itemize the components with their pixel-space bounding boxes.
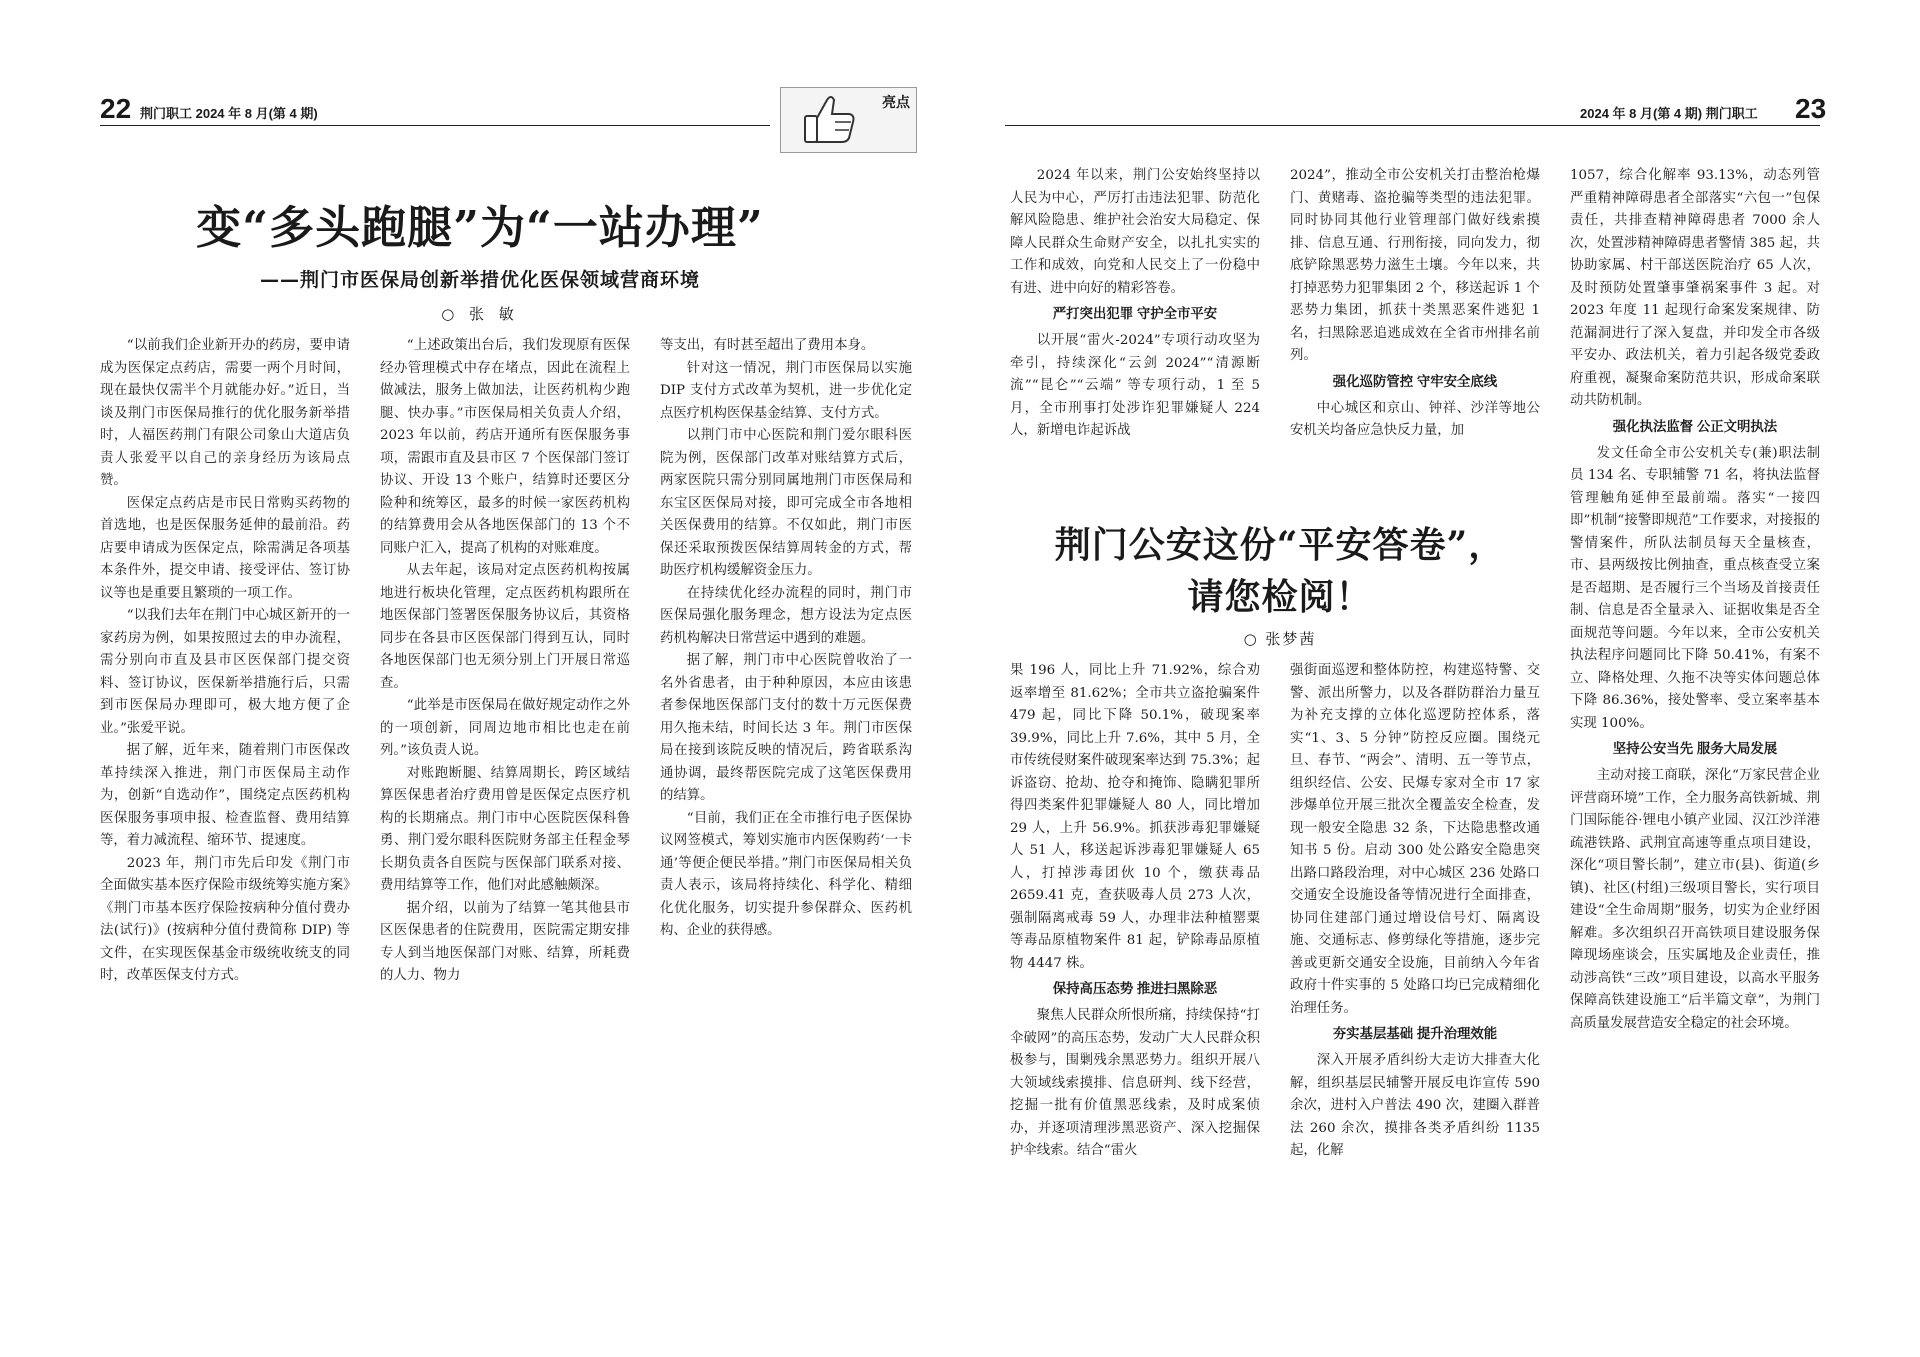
article-column-2 [380,335,630,1260]
article-column-1 [1010,660,1260,1260]
paragraph: “上述政策出台后，我们发现原有医保经办管理模式中存在堵点，因此在流程上做减法，服务上做加法，让医药机构少跑腿、快办事。”市医保局相关负责人介绍，2023 年以前，药店开通所有医保服务事项，需跟市直及县市区 7 个医保部门签订协议、开设 13 个账户，结算时还要区分险种和统筹区，最多的时候一家医药机构的结算费用会从各地医保部门的 13 个不同账户汇入，提高了机构的对账难度。 [380,338,630,556]
paragraph: 果 196 人，同比上升 71.92%，综合劝返率增至 81.62%；全市共立盗抢骗案件 479 起，同比下降 50.1%，破现案率 39.9%，同比上升 7.6%，其中 5 月，全市传统侵财案件破现案率达到 75.3%；起诉盗窃、抢劫、抢夺和掩饰、隐瞒犯罪所得四类案件犯罪嫌疑人 80 人，同比增加 29 人，上升 56.9%。抓获涉毒犯罪嫌疑人 51 人，移送起诉涉毒犯罪嫌疑人 65 人，打掉涉毒团伙 10 个，缴获毒品 2659.41 克，查获吸毒人员 273 人次，强制隔离戒毒 59 人，办理非法种植罂粟等毒品原植物案件 81 起，铲除毒品原植物 4447 株。 [1010,663,1260,971]
article-column-2 [1290,660,1540,1260]
thumbs-up-icon [787,90,867,150]
paragraph: 以荆门市中心医院和荆门爱尔眼科医院为例，医保部门改革对账结算方式后，两家医院只需分别同属地荆门市医保局和东宝区医保局对接，即可完成全市各地相关医保费用的结算。不仅如此，荆门市医保还采取预拨医保结算周转金的方式，帮助医疗机构缓解资金压力。 [660,428,912,578]
byline: ○ 张梦茜 [1243,630,1317,648]
article-title: 变“多头跑腿”为“一站办理” [196,201,764,254]
paragraph: 聚焦人民群众所恨所痛，持续保持“打伞破网”的高压态势，发动广大人民群众积极参与，围剿残余黑恶势力。组织开展八大领域线索摸排、信息研判、线下经营，挖掘一批有价值黑恶线索，及时成案侦办，并逐项清理涉黑恶资产、深入挖掘保护伞线索。结合“雷火 [1010,1008,1260,1158]
paragraph: 据介绍，以前为了结算一笔其他县市区医保患者的住院费用，医院需定期安排专人到当地医保部门对账、结算，所耗费的人力、物力 [380,900,630,983]
paragraph: 医保定点药店是市民日常购买药物的首选地，也是医保服务延伸的最前沿。药店要申请成为医保定点，除需满足各项基本条件外，提交申请、接受评估、签订协议等也是重要且繁琐的一项工作。 [100,495,350,601]
section-subhead: 强化执法监督 公正文明执法 [1612,418,1778,434]
paragraph: 深入开展矛盾纠纷大走访大排查大化解，组织基层民辅警开展反电诈宣传 590 余次，进村入户普法 490 次，建圈入群普法 260 余次，摸排各类矛盾纠纷 1135 起，化解 [1290,1053,1540,1158]
section-subhead: 坚持公安当先 服务大局发展 [1612,741,1778,756]
article-column-top-1 [1010,165,1260,510]
section-label: 亮点 [882,94,910,110]
paragraph: 强街面巡逻和整体防控，构建巡特警、交警、派出所警力，以及各群防群治力量互为补充支撑的立体化巡逻防控体系，落实“1、3、5 分钟”防控反应圈。围绕元旦、春节、“两会”、清明、五一等节点，组织经信、公安、民爆专家对全市 17 家涉爆单位开展三批次全覆盖安全检查，发现一般安全隐患 32 条，下达隐患整改通知书 5 份。启动 300 处公路安全隐患突出路口路段治理，对中心城区 236 处路口交通安全设施设备等情况进行全面排查，协同住建部门通过增设信号灯、隔离设施、交通标志、修剪绿化等措施，逐步完善或更新交通安全设施，目前纳入今年省政府十件实事的 5 处路口均已完成精细化治理任务。 [1290,663,1540,1016]
paragraph: 2024 年以来，荆门公安始终坚持以人民为中心，严厉打击违法犯罪、防范化解风险隐患、维护社会治安大局稳定、保障人民群众生命财产安全，以扎扎实实的工作和成效，向党和人民交上了一份稳中有进、进中向好的精彩答卷。 [1010,168,1260,296]
article-title-line-1: 荆门公安这份“平安答卷”， [1054,524,1506,566]
paragraph: 据了解，近年来，随着荆门市医保改革持续深入推进，荆门市医保局主动作为，创新“自选动作”，围绕定点医药机构医保服务事项申报、检查监督、费用结算等，着力减流程、缩环节、提速度。 [100,743,350,848]
article-column-top-2 [1290,165,1540,510]
article-subtitle: ——荆门市医保局创新举措优化医保领域营商环境 [259,269,700,291]
paragraph: 从去年起，该局对定点医药机构按属地进行板块化管理，定点医药机构跟所在地医保部门签署医保服务协议后，其资格同步在各县市区医保部门得到互认，同时各地医保部门也无须分别上门开展日常巡查。 [380,563,630,691]
paragraph: “目前，我们正在全市推行电子医保协议网签模式，筹划实施市内医保购药‘一卡通’等便企便民举措。”荆门市医保局相关负责人表示，该局将持续化、科学化、精细化优化服务，切实提升参保群众、医药机构、企业的获得感。 [660,810,912,938]
section-subhead: 强化巡防管控 守牢安全底线 [1332,373,1498,389]
header-rule [100,125,770,126]
running-head: 荆门职工 2024 年 8 月(第 4 期) [140,106,318,121]
section-logo [780,87,917,153]
paragraph: 中心城区和京山、钟祥、沙洋等地公安机关均备应急快反力量，加 [1290,400,1540,438]
page-number: 23 [1795,93,1827,124]
section-subhead: 夯实基层基础 提升治理效能 [1332,1026,1498,1041]
paragraph: “以前我们企业新开办的药房，要申请成为医保定点药店，需要一两个月时间，现在最快仅需半个月就能办好。”近日，当谈及荆门市医保局推行的优化服务新举措时，人福医药荆门有限公司象山大道店负责人张爱平以自己的亲身经历为该局点赞。 [100,338,350,488]
paragraph: 针对这一情况，荆门市医保局以实施 DIP 支付方式改革为契机，进一步优化定点医疗机构医保基金结算、支付方式。 [660,360,912,421]
paragraph: 2024”，推动全市公安机关打击整治枪爆门、黄赌毒、盗抢骗等类型的违法犯罪。同时协同其他行业管理部门做好线索摸排、信息互通、行刑衔接，同向发力，彻底铲除黑恶势力滋生土壤。今年以来，共打掉恶势力犯罪集团 2 个，移送起诉 1 个恶势力集团，抓获十类黑恶案件逃犯 1 名，扫黑除恶追逃成效在全省市州排名前列。 [1290,168,1540,363]
article-title-line-2: 请您检阅！ [1187,576,1373,618]
article-column-3 [660,335,912,1260]
section-subhead: 严打突出犯罪 守护全市平安 [1052,306,1218,321]
paragraph: “以我们去年在荆门中心城区新开的一家药房为例，如果按照过去的申办流程，需分别向市直及县市区医保部门提交资料、签订协议，医保新举措施行后，只需到市医保局办理即可，极大地方便了企业。”张爱平说。 [100,608,350,736]
paragraph: 2023 年，荆门市先后印发《荆门市全面做实基本医疗保险市级统筹实施方案》《荆门市基本医疗保险按病种分值付费办法(试行)》(按病种分值付费简称 DIP) 等文件，在实现医保基金市级统收统支的同时，改革医保支付方式。 [100,855,350,983]
running-head: 2024 年 8 月(第 4 期) 荆门职工 [1580,106,1758,121]
paragraph: “此举是市医保局在做好规定动作之外的一项创新，同周边地市相比也走在前列。”该负责人说。 [380,698,630,758]
section-subhead: 保持高压态势 推进扫黑除恶 [1052,981,1218,996]
article-column-3 [1570,165,1820,1260]
paragraph: 1057，综合化解率 93.13%，动态列管严重精神障碍患者全部落实“六包一”包保责任，共排查精神障碍患者 7000 余人次，处置涉精神障碍患者警情 385 起，共协助家属、村干部送医院治疗 65 人次，及时预防处置肇事肇祸案事件 3 起。对 2023 年度 11 起现行命案发案规律、防范漏洞进行了深入复盘，并印发全市各级平安办、政法机关，着力引起各级党委政府重视，凝聚命案防范共识，形成命案联动共防机制。 [1570,168,1820,408]
paragraph: 发文任命全市公安机关专(兼)职法制员 134 名、专职辅警 71 名，将执法监督管理触角延伸至最前端。落实“一接四即”机制“接警即规范”工作要求，对接报的警情案件，所队法制员每天全量核查，市、县两级按比例抽查，重点核查受立案是否超期、是否履行三个当场及首接责任制、信息是否全量录入、证据收集是否全面规范等问题。今年以来，全市公安机关执法程序问题同比下降 50.41%，有案不立、降格处理、久拖不决等实体问题总体下降 86.36%，接处警率、受立案率基本实现 100%。 [1570,445,1820,731]
byline: ○ 张 敏 [441,305,519,323]
paragraph: 等支出，有时甚至超出了费用本身。 [660,338,875,353]
paragraph: 主动对接工商联，深化“万家民营企业评营商环境”工作，全力服务高铁新城、荆门国际能谷·锂电小镇产业园、汉江沙洋港疏港铁路、武荆宜高速等重点项目建设，深化“项目警长制”，建立市(县)、街道(乡镇)、社区(村组)三级项目警长，实行项目建设“全生命周期”服务，切实为企业纾困解难。多次组织召开高铁项目建设服务保障现场座谈会，压实属地及企业责任，推动涉高铁“三改”项目建设，以高水平服务保障高铁建设施工“后半篇文章”，为荆门高质量发展营造安全稳定的社会环境。 [1570,768,1820,1031]
paragraph: 以开展“雷火-2024”专项行动攻坚为牵引，持续深化“云剑 2024”“清源断流”“昆仑”“云端” 等专项行动，1 至 5 月，全市刑事打处涉诈犯罪嫌疑人 224 人，新增电诈起诉战 [1010,333,1260,438]
paragraph: 在持续优化经办流程的同时，荆门市医保局强化服务理念，想方设法为定点医药机构解决日常营运中遇到的难题。 [660,585,912,646]
article-column-1 [100,335,350,1260]
right-page [960,0,1920,1357]
header-rule [1005,125,1820,126]
paragraph: 对账跑断腿、结算周期长，跨区域结算医保患者治疗费用曾是医保定点医疗机构的长期痛点。荆门市中心医院医保科鲁勇、荆门爱尔眼科医院财务部主任程金琴长期负责各自医院与医保部门联系对接、费用结算等工作，他们对此感触颇深。 [380,765,630,893]
page-number: 22 [100,93,132,124]
paragraph: 据了解，荆门市中心医院曾收治了一名外省患者，由于种种原因，本应由该患者参保地医保部门支付的数十万元医保费用久拖未结，时间长达 3 年。荆门市医保局在接到该院反映的情况后，跨省联系沟通协调，最终帮医院完成了这笔医保费用的结算。 [660,653,912,803]
